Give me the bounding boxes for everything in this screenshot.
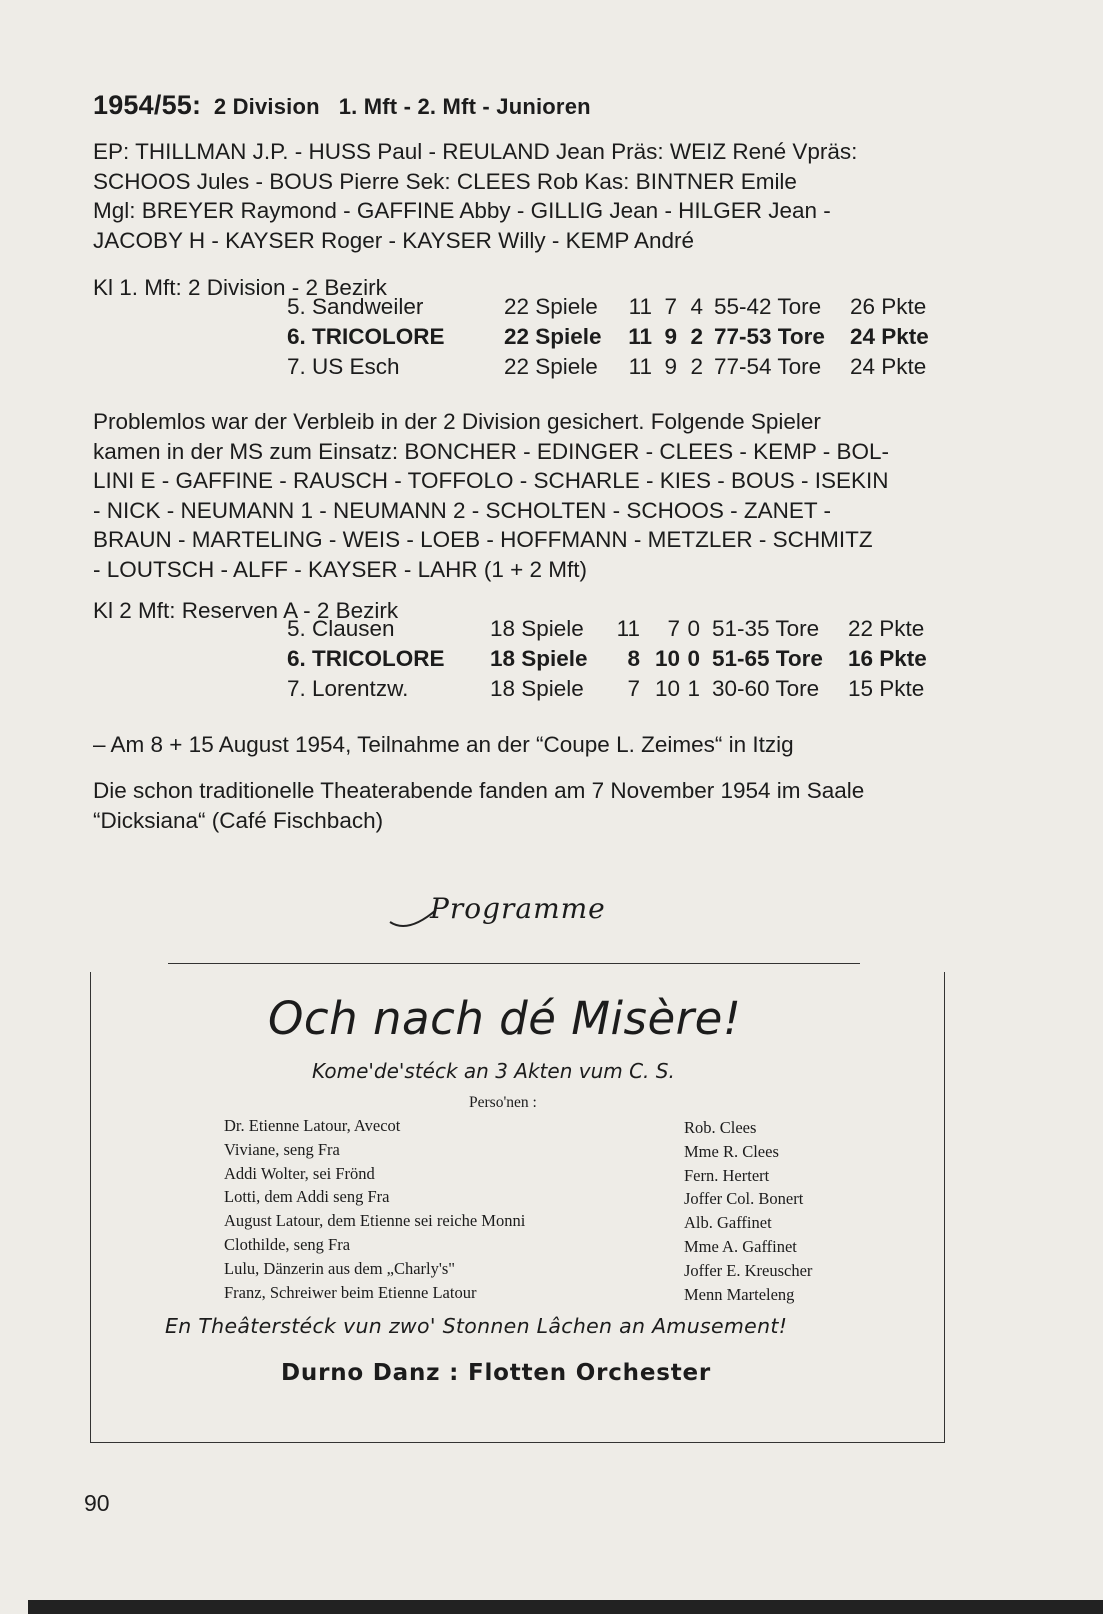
players-line: BRAUN - MARTELING - WEIS - LOEB - HOFFMANN - METZLER - SCHMITZ: [93, 527, 873, 552]
standings-cell-pts: 26 Pkte: [850, 294, 927, 319]
play-tagline: En Theâterstéck vun zwo' Stonnen Lâchen an Amusement!: [165, 1314, 788, 1338]
committee-line: EP: THILLMAN J.P. - HUSS Paul - REULAND Jean Präs: WEIZ René Vpräs:: [93, 139, 858, 164]
standings-cell-goals: 51-35 Tore: [712, 616, 820, 641]
standings-cell-d: 7: [667, 616, 680, 641]
players-line: Problemlos war der Verbleib in der 2 Division gesichert. Folgende Spieler: [93, 409, 821, 434]
standings-cell-pts: 16 Pkte: [848, 646, 927, 671]
players-line: - LOUTSCH - ALFF - KAYSER - LAHR (1 + 2 Mft): [93, 556, 588, 582]
cast-role: Dr. Etienne Latour, Avecot: [224, 1116, 401, 1135]
cast-role: Lotti, dem Addi seng Fra: [224, 1187, 390, 1207]
cast-actor: Joffer E. Kreuscher: [684, 1260, 813, 1280]
standings-cell-games: 18 Spiele: [490, 676, 584, 701]
cast-role: Viviane, seng Fra: [224, 1139, 340, 1159]
standings-cell-w: 11: [628, 354, 652, 379]
standings-cell-team: 6. TRICOLORE: [287, 324, 445, 349]
standings-cell-pts: 15 Pkte: [848, 676, 925, 701]
theatre-paragraph: [93, 776, 953, 835]
committee-line: JACOBY H - KAYSER Roger - KAYSER Willy - KEMP André: [93, 227, 695, 253]
standings-cell-games: 22 Spiele: [504, 324, 602, 349]
standings-cell-d: 9: [664, 354, 677, 379]
standings-cell-games: 18 Spiele: [490, 646, 588, 671]
standings-cell-d: 10: [654, 646, 680, 671]
committee-paragraph: [93, 137, 953, 255]
standings-cell-d: 10: [654, 676, 680, 701]
standings-cell-games: 22 Spiele: [504, 294, 598, 319]
standings-cell-team: 7. Lorentzw.: [287, 676, 409, 701]
standings-cell-l: 1: [687, 676, 700, 701]
play-subtitle: Kome'de'stéck an 3 Akten vum C. S.: [312, 1059, 675, 1083]
programme-rule: [168, 963, 860, 964]
persons-label: Perso'nen :: [469, 1094, 537, 1111]
committee-line: SCHOOS Jules - BOUS Pierre Sek: CLEES Rob Kas: BINTNER Emile: [93, 168, 797, 194]
standings-cell-d: 7: [664, 294, 677, 319]
cast-role: Franz, Schreiwer beim Etienne Latour: [224, 1282, 477, 1302]
standings-cell-l: 4: [690, 294, 703, 319]
standings-cell-pts: 24 Pkte: [850, 324, 929, 349]
standings-cell-w: 7: [627, 676, 640, 701]
standings-cell-w: 11: [628, 294, 652, 319]
players-line: kamen in der MS zum Einsatz: BONCHER - EDINGER - CLEES - KEMP - BOL-: [93, 438, 890, 464]
standings-cell-goals: 51-65 Tore: [712, 646, 823, 671]
cast-role: Lulu, Dänzerin aus dem „Charly's": [224, 1258, 456, 1278]
coupe-line: – Am 8 + 15 August 1954, Teilnahme an der “Coupe L. Zeimes“ in Itzig: [93, 732, 794, 757]
cast-actor: Rob. Clees: [684, 1118, 757, 1137]
standings-cell-l: 0: [687, 646, 700, 671]
teams-label: 1. Mft - 2. Mft - Junioren: [338, 94, 591, 119]
standings-cell-games: 22 Spiele: [504, 354, 598, 379]
standings-cell-goals: 55-42 Tore: [714, 294, 822, 319]
theatre-line: “Dicksiana“ (Café Fischbach): [93, 807, 384, 833]
standings-cell-team: 5. Sandweiler: [287, 294, 424, 319]
scan-edge-bar: [28, 1600, 1103, 1614]
cast-role: Clothilde, seng Fra: [224, 1235, 351, 1254]
cast-actor: Menn Marteleng: [684, 1284, 795, 1304]
section-heading: [93, 90, 591, 121]
standings-cell-d: 9: [664, 324, 677, 349]
standings-cell-pts: 24 Pkte: [850, 354, 927, 379]
standings-cell-goals: 77-54 Tore: [714, 354, 822, 379]
standings-cell-w: 8: [627, 646, 640, 671]
season-label: 1954/55:: [93, 90, 202, 120]
standings1-label: Kl 1. Mft: 2 Division - 2 Bezirk: [93, 275, 387, 300]
cast-role: Addi Wolter, sei Frönd: [224, 1163, 375, 1183]
play-title: Och nach dé Misère!: [268, 992, 742, 1045]
standings-cell-w: 11: [616, 616, 640, 641]
cast-actor: Joffer Col. Bonert: [684, 1189, 804, 1209]
standings-cell-w: 11: [628, 324, 652, 349]
standings-cell-l: 2: [690, 354, 703, 379]
standings-cell-goals: 77-53 Tore: [714, 324, 825, 349]
standings-cell-l: 0: [687, 616, 700, 641]
standings-cell-team: 6. TRICOLORE: [287, 646, 445, 671]
music-credit: Durno Danz : Flotten Orchester: [281, 1360, 712, 1386]
standings-cell-l: 2: [690, 324, 703, 349]
cast-actor: Mme A. Gaffinet: [684, 1237, 797, 1256]
cast-actor: Mme R. Clees: [684, 1141, 779, 1161]
players-paragraph: [93, 407, 953, 584]
programme-script-title: Programme: [430, 892, 606, 925]
standings-cell-pts: 22 Pkte: [848, 616, 925, 641]
standings-cell-goals: 30-60 Tore: [712, 676, 820, 701]
division-label: 2 Division: [213, 94, 320, 119]
theatre-line: Die schon traditionelle Theaterabende fanden am 7 November 1954 im Saale: [93, 778, 865, 803]
cast-actor: Alb. Gaffinet: [684, 1213, 772, 1233]
players-line: LINI E - GAFFINE - RAUSCH - TOFFOLO - SCHARLE - KIES - BOUS - ISEKIN: [93, 468, 889, 493]
standings-cell-team: 5. Clausen: [287, 616, 395, 641]
page-number: 90: [84, 1490, 110, 1516]
players-line: - NICK - NEUMANN 1 - NEUMANN 2 - SCHOLTEN - SCHOOS - ZANET -: [93, 497, 831, 523]
committee-line: Mgl: BREYER Raymond - GAFFINE Abby - GILLIG Jean - HILGER Jean -: [93, 198, 831, 223]
standings-cell-games: 18 Spiele: [490, 616, 584, 641]
cast-role: August Latour, dem Etienne sei reiche Monni: [224, 1211, 526, 1231]
standings-cell-team: 7. US Esch: [287, 354, 400, 379]
standings2-label: Kl 2 Mft: Reserven A - 2 Bezirk: [93, 598, 399, 623]
cast-actor: Fern. Hertert: [684, 1165, 770, 1185]
